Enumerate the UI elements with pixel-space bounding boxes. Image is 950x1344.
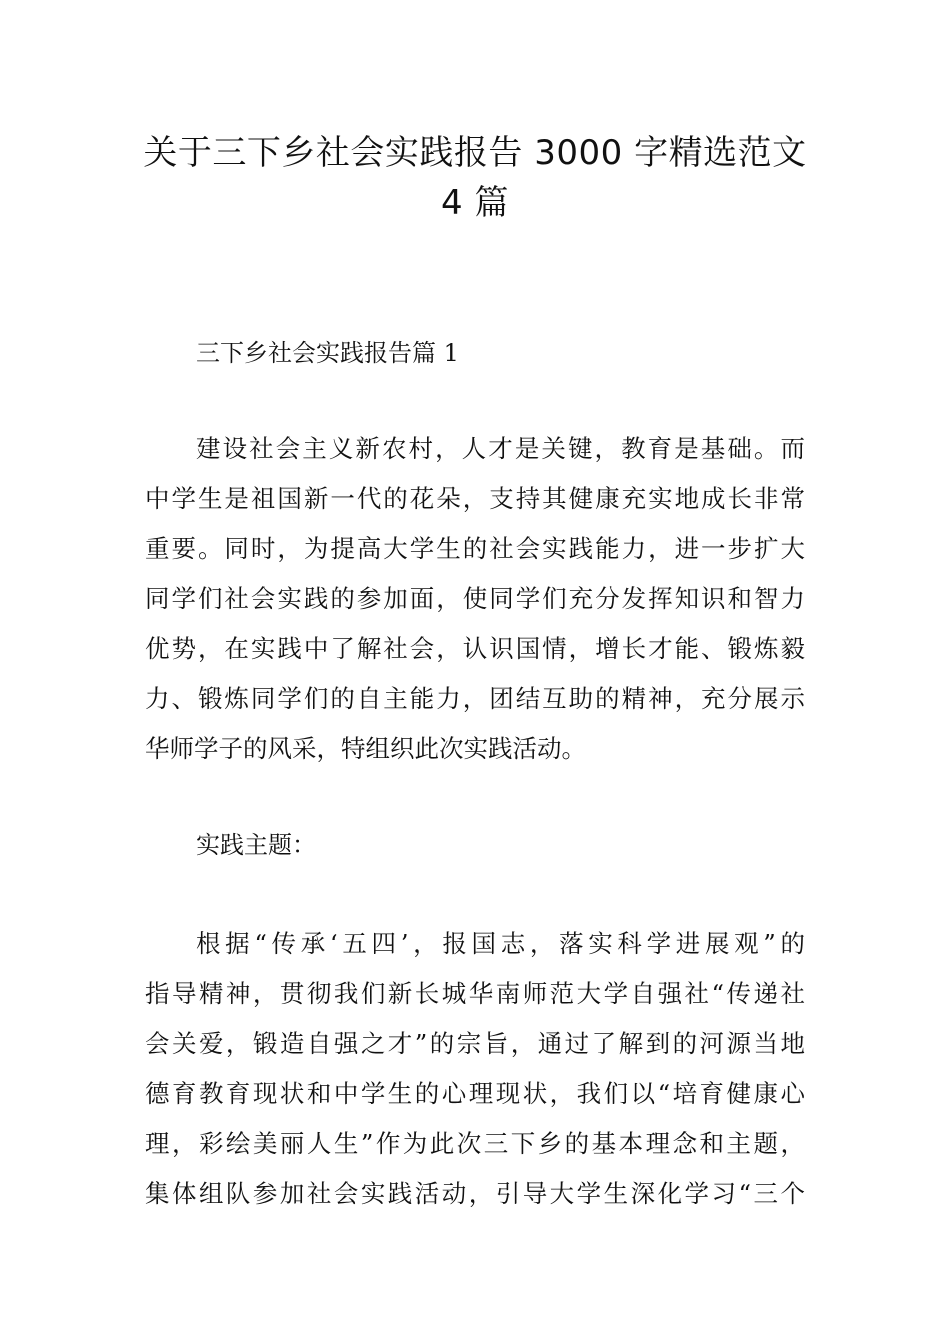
document-title-line-2: 4 篇 <box>441 183 509 223</box>
paragraph-2-line-4: 德育教育现状和中学生的心理现状，我们以“培育健康心 <box>145 1079 805 1108</box>
paragraph-1-line-5: 优势，在实践中了解社会，认识国情，增长才能、锻炼毅 <box>145 634 805 663</box>
section-heading: 三下乡社会实践报告篇 1 <box>196 339 459 367</box>
paragraph-2-line-6: 集体组队参加社会实践活动，引导大学生深化学习“三个 <box>145 1179 805 1208</box>
paragraph-1-line-3: 重要。同时，为提高大学生的社会实践能力，进一步扩大 <box>145 534 805 563</box>
paragraph-2-line-2: 指导精神，贯彻我们新长城华南师范大学自强社“传递社 <box>145 979 805 1008</box>
document-title-line-1: 关于三下乡社会实践报告 3000 字精选范文 <box>143 133 807 173</box>
paragraph-1-line-7: 华师学子的风采，特组织此次实践活动。 <box>145 734 586 763</box>
paragraph-2-line-3: 会关爱，锻造自强之才”的宗旨，通过了解到的河源当地 <box>145 1029 805 1058</box>
practice-theme-heading: 实践主题： <box>196 831 316 859</box>
paragraph-1-line-4: 同学们社会实践的参加面，使同学们充分发挥知识和智力 <box>145 584 805 613</box>
paragraph-1-line-6: 力、锻炼同学们的自主能力，团结互助的精神，充分展示 <box>145 684 805 713</box>
paragraph-2-line-1: 根据“传承‘五四’，报国志，落实科学进展观”的 <box>196 929 805 958</box>
paragraph-2-line-5: 理，彩绘美丽人生”作为此次三下乡的基本理念和主题， <box>145 1129 805 1158</box>
paragraph-1-line-1: 建设社会主义新农村，人才是关键，教育是基础。而 <box>196 434 805 463</box>
paragraph-1-line-2: 中学生是祖国新一代的花朵，支持其健康充实地成长非常 <box>145 484 805 513</box>
